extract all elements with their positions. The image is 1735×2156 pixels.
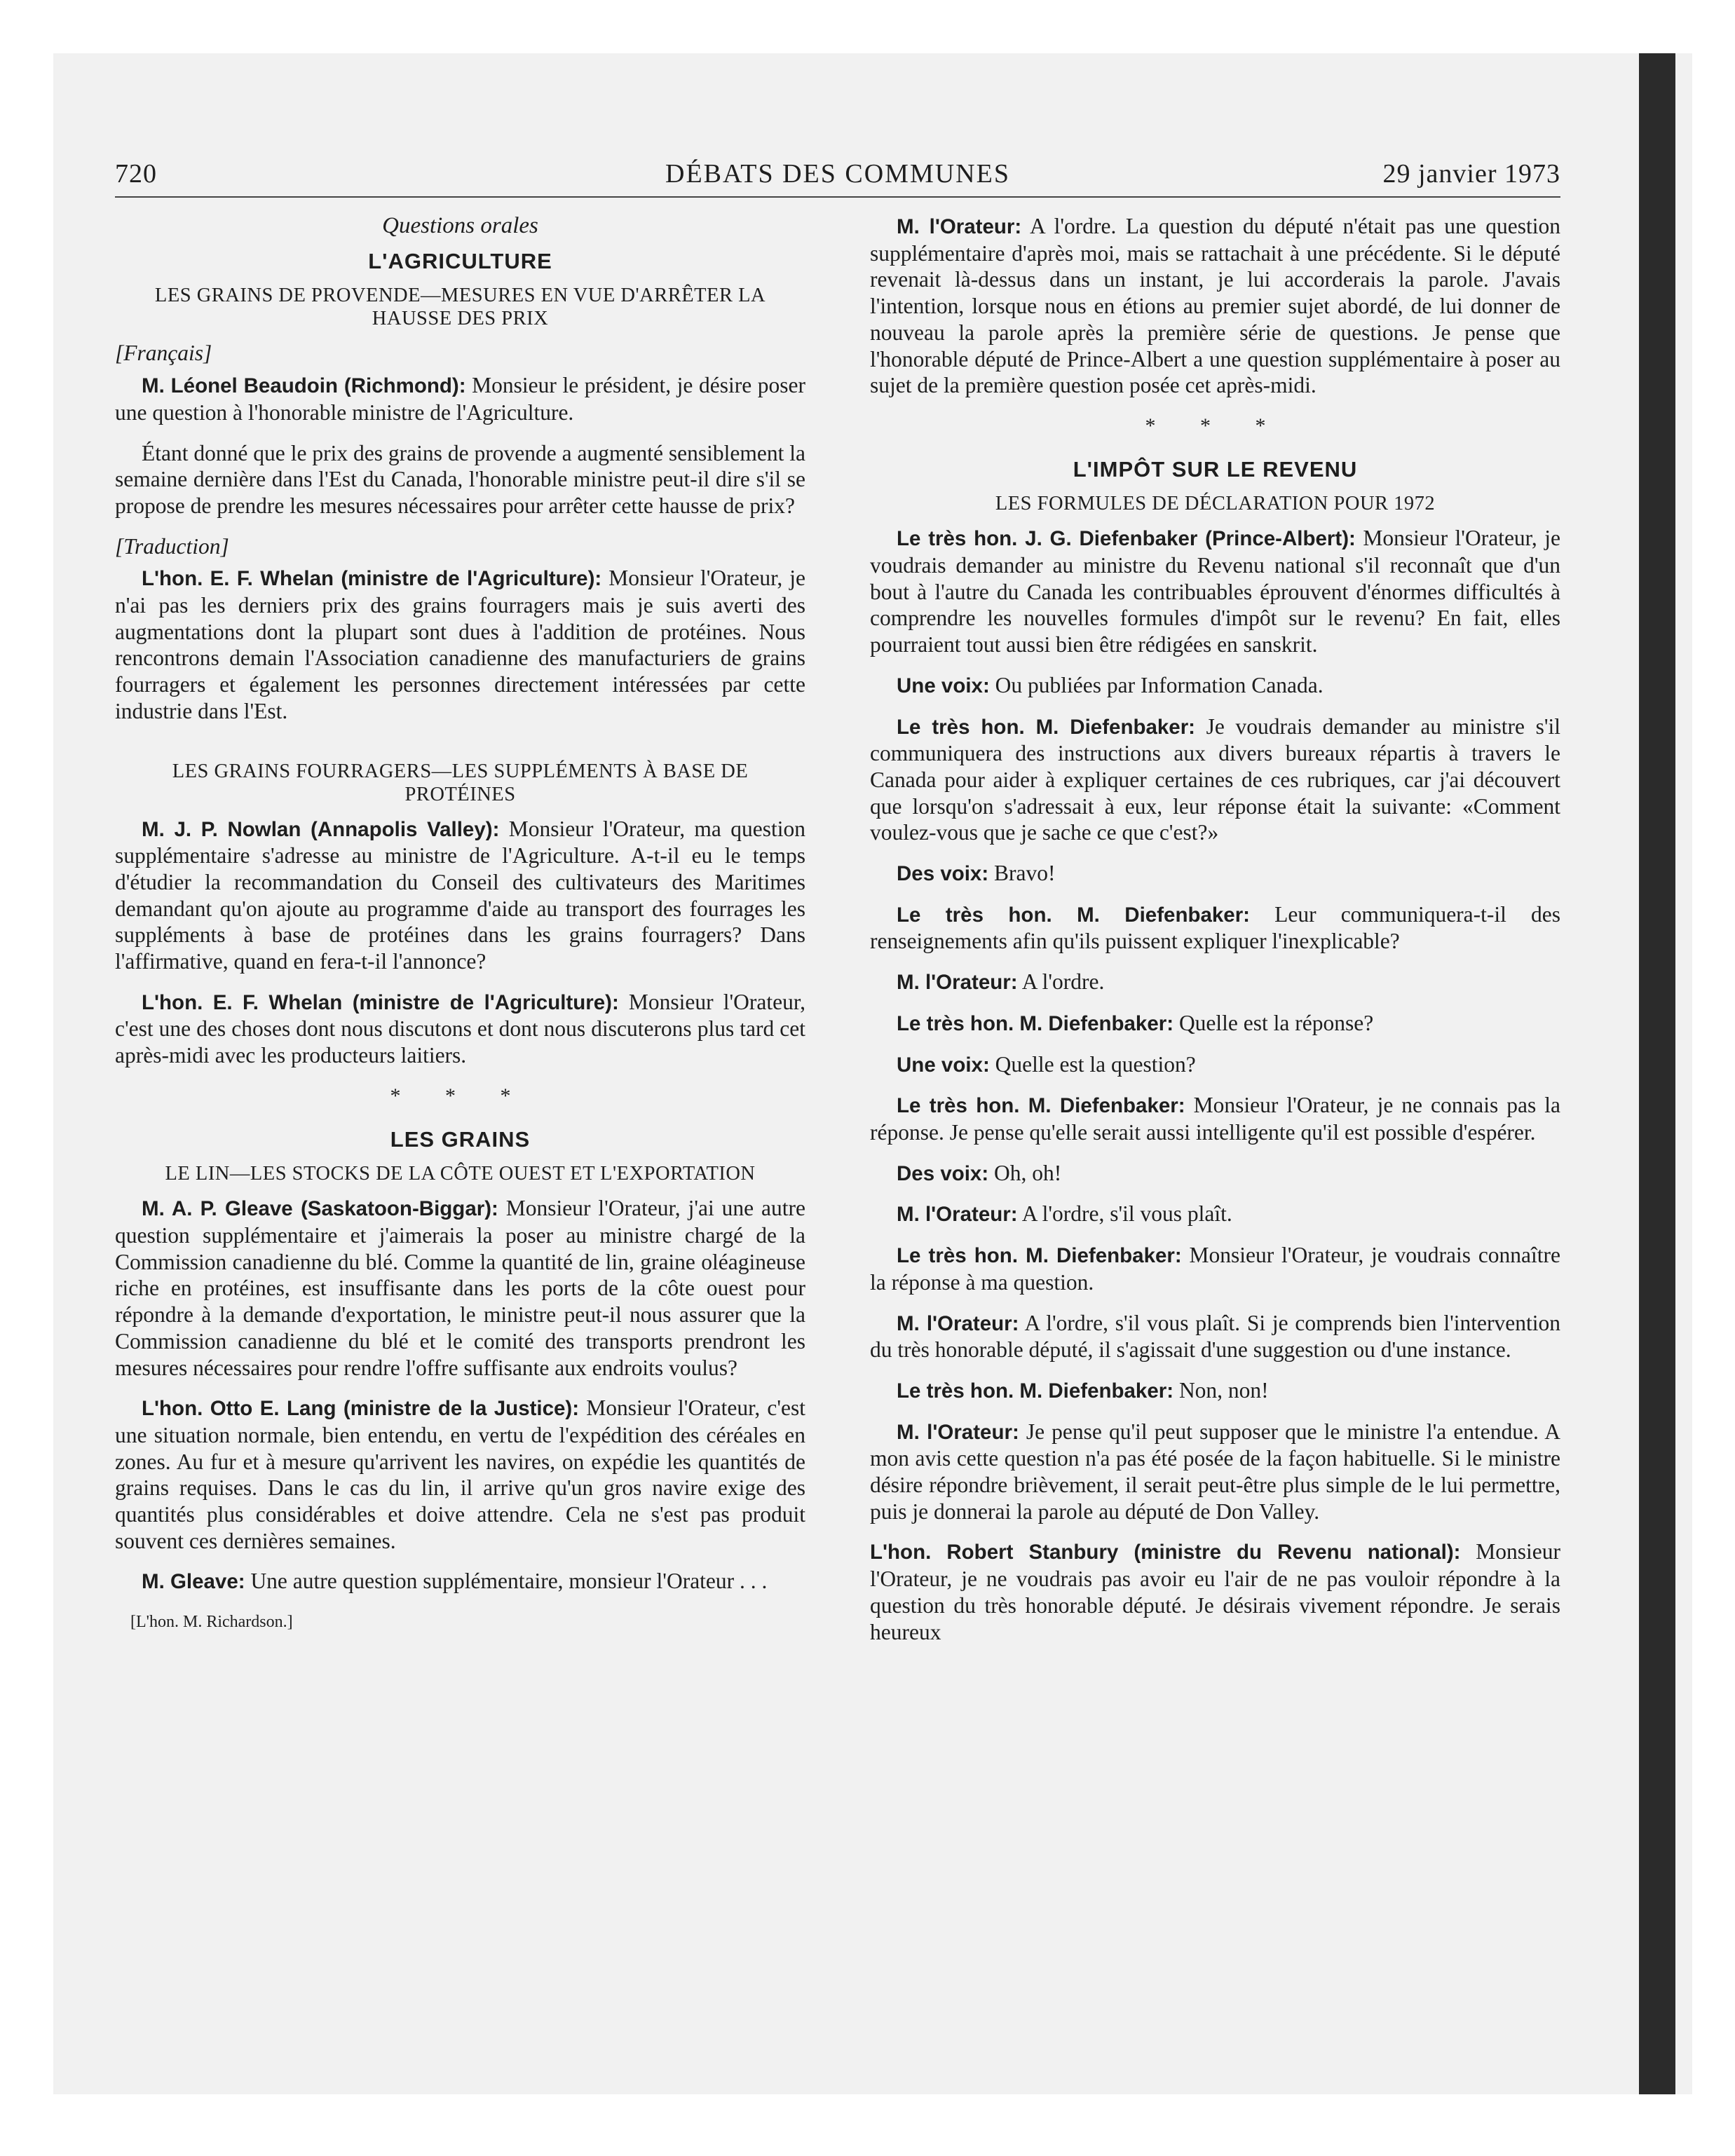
binding-edge [1639, 53, 1675, 2094]
speech-text: Je pense qu'il peut supposer que le ministre l'a entendue. A mon avis cette question n'a pas été posée de la façon habituelle. Si le ministre désire répondre brièvement, il serait peut-être plus simple de le lui permettre, puis je donnerai la parole au député de Don Valley. [870, 1419, 1560, 1524]
speech-text: Monsieur l'Orateur, je voudrais demander au ministre du Revenu national s'il reconnaît que d'un bout à l'autre du Canada les contribuables éprouvent d'énormes difficultés à comprendre les nouvelles formules d'impôt sur le revenu? En fait, elles pourraient tout aussi bien être rédigées en sanskrit. [870, 526, 1560, 657]
speech-text: Étant donné que le prix des grains de provende a augmenté sensiblement la semaine dernière dans l'Est du Canada, l'honorable ministre peut-il dire s'il se propose de prendre les mesures nécessaires pour arrêter cette hausse de prix? [115, 440, 805, 518]
speaker-name: Des voix: [897, 862, 989, 886]
speech-text: Oh, oh! [988, 1160, 1062, 1185]
speech-text: Monsieur l'Orateur, j'ai une autre question supplémentaire et j'aimerais la poser au ministre chargé de la Commission canadienne du blé. Comme la quantité de lin, graine oléagineuse riche en protéines, est insuffisante dans les ports de la côte ouest pour répondre à la demande d'exportation, le ministre peut-il nous assurer que la Commission canadienne du blé et le comité des transports prendront les mesures nécessaires pour rendre l'offre suffisante aux endroits voulus? [115, 1196, 805, 1380]
speech-text: Monsieur le président, je désire poser une question à l'honorable ministre de l'Agriculture. [115, 373, 805, 425]
speaker-name: Le très hon. J. G. Diefenbaker (Prince-Albert): [897, 527, 1356, 551]
speech-paragraph [870, 1201, 1560, 1228]
speech-paragraph [870, 525, 1560, 658]
speech-text: Bravo! [988, 861, 1056, 886]
subsection-heading: LES GRAINS FOURRAGERS—LES SUPPLÉMENTS À BASE DE PROTÉINES [172, 760, 749, 805]
speech-text: A l'ordre, s'il vous plaît. Si je comprends bien l'intervention du très honorable député, il s'agissait d'une suggestion ou d'une instance. [870, 1310, 1560, 1363]
speaker-name: Le très hon. M. Diefenbaker: [897, 903, 1251, 927]
speech-text: Monsieur l'Orateur, c'est une situation normale, bien entendu, en vertu de l'expédition des céréales en zones. Au fur et à mesure qu'arrivent les navires, on expédie les quantités de grains requises. Dans le cas du lin, il arrive qu'un gros navire exige des quantités plus considérables et doive attendre. Cela ne s'est pas produit souvent ces dernières semaines. [115, 1396, 806, 1553]
speaker-name: M. l'Orateur: [897, 971, 1018, 995]
language-note: [Traduction] [115, 533, 229, 559]
speaker-name: L'hon. Otto E. Lang (ministre de la Justice): [142, 1397, 580, 1421]
speech-text: Une autre question supplémentaire, monsieur l'Orateur . . . [245, 1569, 768, 1594]
speech-paragraph [870, 860, 1560, 887]
speech-text: Non, non! [1173, 1377, 1269, 1403]
speaker-name: L'hon. E. F. Whelan (ministre de l'Agriculture): [142, 990, 619, 1014]
speaker-name: Le très hon. M. Diefenbaker: [897, 1379, 1174, 1403]
speaker-name: M. l'Orateur: [897, 1420, 1019, 1444]
speech-paragraph [115, 372, 805, 425]
speech-text: Quelle est la question? [989, 1051, 1196, 1077]
speech-paragraph [870, 1051, 1560, 1079]
speech-text: Ou publiées par Information Canada. [989, 672, 1324, 697]
speech-text: A l'ordre. [1017, 969, 1105, 995]
speaker-name: Le très hon. M. Diefenbaker: [897, 715, 1196, 739]
speech-paragraph [115, 1395, 805, 1554]
section-separator: * * * [1145, 414, 1286, 437]
speech-text: Monsieur l'Orateur, je ne connais pas la réponse. Je pense qu'elle serait aussi intelligente qu'il est possible d'espérer. [870, 1093, 1560, 1145]
publication-title: DÉBATS DES COMMUNES [665, 159, 1010, 189]
speech-paragraph [115, 1195, 805, 1381]
section-label: Questions orales [382, 213, 538, 238]
speech-text: Monsieur l'Orateur, ma question supplémentaire s'adresse au ministre de l'Agriculture. A-t-il eu le temps d'étudier la recommandation du Conseil des cultivateurs des Maritimes demandant qu'on ajoute au programme d'aide au transport des fourrages les suppléments à base de protéines dans les grains fourragers? Dans l'affirmative, quand en fera-t-il l'annonce? [115, 816, 805, 974]
speaker-name: Des voix: [897, 1161, 989, 1185]
speaker-name: Le très hon. M. Diefenbaker: [897, 1011, 1174, 1035]
section-separator: * * * [390, 1084, 531, 1107]
language-note: [Français] [115, 341, 212, 366]
speech-paragraph [870, 1092, 1560, 1145]
running-head [115, 158, 1560, 198]
speech-paragraph [870, 1242, 1560, 1295]
speech-text: A l'ordre, s'il vous plaît. [1017, 1201, 1232, 1227]
page-number: 720 [115, 159, 157, 189]
speech-paragraph [115, 989, 805, 1069]
speaker-name: M. l'Orateur: [897, 215, 1022, 238]
speaker-name: Le très hon. M. Diefenbaker: [897, 1094, 1185, 1118]
speech-text: Je voudrais demander au ministre s'il communiquera des instructions aux divers bureaux répartis à travers le Canada pour aider à expliquer certaines de ces rubriques, car j'ai découvert que lorsqu'on s'adressait à eux, leur réponse était la suivante: «Comment voulez-vous que je sache ce que c'est?» [870, 714, 1561, 845]
speaker-name: Une voix: [897, 674, 990, 697]
speech-paragraph [115, 565, 805, 724]
section-heading: LES GRAINS [390, 1126, 531, 1152]
right-column [870, 213, 1560, 1659]
speaker-name: M. Gleave: [142, 1570, 245, 1594]
speaker-name: M. A. P. Gleave (Saskatoon-Biggar): [142, 1197, 498, 1221]
section-heading: L'AGRICULTURE [368, 248, 552, 273]
speech-text: Monsieur l'Orateur, c'est une des choses dont nous discutons et dont nous discuterons plus tard cet après-midi avec les producteurs laitiers. [115, 989, 805, 1068]
speech-paragraph [115, 1568, 805, 1595]
speech-text: Quelle est la réponse? [1173, 1010, 1374, 1035]
speech-text: Monsieur l'Orateur, je n'ai pas les derniers prix des grains fourragers mais je suis averti des augmentations dont la plupart sont dues à l'addition de protéines. Nous rencontrons demain l'Association canadienne des manufacturiers de grains fourragers et également les personnes directement intéressées par cette industrie dans l'Est. [115, 566, 805, 723]
speech-paragraph [870, 969, 1560, 996]
speaker-name: M. l'Orateur: [897, 1311, 1019, 1335]
speaker-name: M. J. P. Nowlan (Annapolis Valley): [142, 817, 500, 841]
speaker-name: M. l'Orateur: [897, 1203, 1018, 1227]
speech-paragraph [870, 714, 1560, 847]
speech-paragraph [115, 816, 805, 975]
speech-text: Monsieur l'Orateur, je ne voudrais pas avoir eu l'air de ne pas vouloir répondre à la question du très honorable député. Je désirais vivement répondre. Je serais heureux [870, 1539, 1560, 1644]
speech-paragraph [870, 1160, 1560, 1187]
speech-text: A l'ordre. La question du député n'était pas une question supplémentaire d'après moi, mais se rattachait à une précédente. Si le député revenait là-dessus dans un instant, je lui accorderais la parole. J'avais l'intention, lorsque nous en étions au premier sujet abordé, de lui donner de nouveau la parole après la première série de questions. Je pense que l'honorable député de Prince-Albert a une question supplémentaire à poser au sujet de la première question posée cet après-midi. [870, 214, 1560, 398]
speaker-name: L'hon. E. F. Whelan (ministre de l'Agriculture): [142, 567, 602, 591]
speaker-name: L'hon. Robert Stanbury (ministre du Revenu national): [870, 1541, 1461, 1564]
speech-paragraph [870, 1377, 1560, 1405]
speech-paragraph [115, 440, 805, 519]
subsection-heading: LES GRAINS DE PROVENDE—MESURES EN VUE D'ARRÊTER LA HAUSSE DES PRIX [154, 285, 766, 330]
subsection-heading: LE LIN—LES STOCKS DE LA CÔTE OUEST ET L'EXPORTATION [165, 1163, 756, 1185]
speaker-name: Une voix: [897, 1053, 990, 1077]
speech-paragraph [870, 672, 1560, 700]
speech-paragraph [870, 901, 1560, 955]
speaker-name: Le très hon. M. Diefenbaker: [897, 1244, 1182, 1268]
speech-text: Leur communiquera-t-il des renseignements afin qu'ils puissent expliquer l'inexplicable? [870, 901, 1560, 954]
speech-paragraph [870, 1310, 1560, 1363]
speech-paragraph [870, 1419, 1560, 1525]
publication-date: 29 janvier 1973 [1382, 159, 1560, 189]
footnote: [L'hon. M. Richardson.] [130, 1613, 293, 1632]
subsection-heading: LES FORMULES DE DÉCLARATION POUR 1972 [995, 493, 1436, 515]
speaker-name: M. Léonel Beaudoin (Richmond): [142, 374, 466, 398]
left-column [115, 213, 805, 1650]
speech-paragraph [870, 1010, 1560, 1037]
speech-paragraph [870, 213, 1560, 399]
speech-paragraph [870, 1538, 1560, 1645]
page-sheet [53, 53, 1692, 2094]
section-heading: L'IMPÔT SUR LE REVENU [1073, 456, 1358, 482]
speech-text: Monsieur l'Orateur, je voudrais connaître la réponse à ma question. [870, 1243, 1561, 1295]
